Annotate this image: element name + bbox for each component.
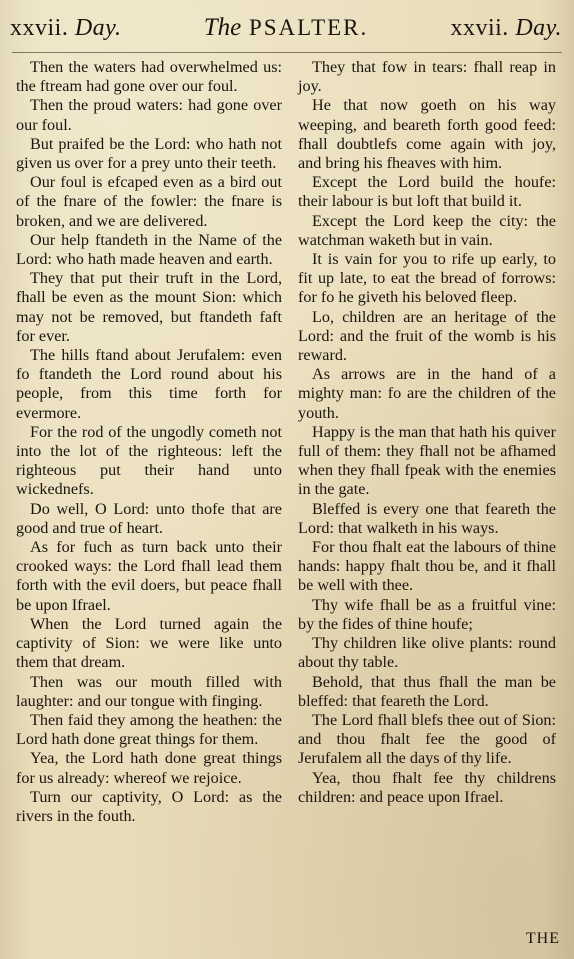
verse: It is vain for you to rife up early, to fit up late, to eat the bread of forrows: for fo he giveth his beloved fleep. [298, 250, 556, 307]
header-left-day: Day. [74, 15, 122, 41]
page-title-main: PSALTER. [248, 15, 369, 40]
verse: Then faid they among the heathen: the Lord hath done great things for them. [16, 710, 282, 749]
verse: Then the waters had overwhelmed us: the ftream had gone over our foul. [16, 58, 282, 96]
verse: Except the Lord keep the city: the watchman waketh but in vain. [298, 211, 556, 249]
right-column [298, 58, 556, 807]
verse: The hills ftand about Jerufalem: even fo ftandeth the Lord round about his people, from this time forth for evermore. [16, 346, 282, 422]
verse: As for fuch as turn back unto their crooked ways: the Lord fhall lead them forth with the evil doers, but peace fhall be upon Ifrael. [16, 538, 282, 614]
verse: Thy children like olive plants: round about thy table. [298, 634, 556, 672]
running-head [10, 14, 562, 50]
verse: Then the proud waters: had gone over our foul. [16, 96, 282, 134]
header-left [10, 15, 122, 42]
page-title-article: The [203, 14, 242, 41]
verse: For thou fhalt eat the labours of thine hands: happy fhalt thou be, and it fhall be well with thee. [298, 538, 556, 595]
left-column [16, 58, 282, 826]
header-left-number: xxvii. [10, 15, 69, 41]
header-right-number: xxvii. [450, 15, 509, 41]
verse: Our help ftandeth in the Name of the Lord: who hath made heaven and earth. [16, 230, 282, 269]
verse: Thy wife fhall be as a fruitful vine: by the fides of thine houfe; [298, 595, 556, 633]
verse: Behold, that thus fhall the man be bleffed: that feareth the Lord. [298, 672, 556, 710]
verse: Bleffed is every one that feareth the Lord: that walketh in his ways. [298, 499, 556, 537]
verse: Then was our mouth filled with laughter: and our tongue with finging. [16, 672, 282, 710]
verse: Do well, O Lord: unto thofe that are good and true of heart. [16, 499, 282, 537]
catchword: THE [525, 930, 560, 947]
verse: Yea, thou fhalt fee thy childrens children: and peace upon Ifrael. [298, 768, 556, 806]
verse: Our foul is efcaped even as a bird out of the fnare of the fowler: the fnare is broken, and we are delivered. [16, 173, 282, 230]
verse: Except the Lord build the houfe: their labour is but loft that build it. [298, 173, 556, 211]
verse: But praifed be the Lord: who hath not given us over for a prey unto their teeth. [16, 134, 282, 173]
verse: They that fow in tears: fhall reap in joy. [298, 58, 556, 96]
verse: Happy is the man that hath his quiver full of them: they fhall not be afhamed when they fhall fpeak with the enemies in the gate. [298, 422, 556, 499]
page-title [204, 14, 369, 42]
header-right [450, 15, 562, 42]
verse: Yea, the Lord hath done great things for us already: whereof we rejoice. [16, 749, 282, 787]
verse: He that now goeth on his way weeping, and beareth forth good feed: fhall doubtlefs come again with joy, and bring his fheaves with him. [298, 96, 556, 173]
header-rule [12, 52, 562, 53]
verse: Lo, children are an heritage of the Lord: and the fruit of the womb is his reward. [298, 307, 556, 365]
header-right-day: Day. [515, 15, 562, 41]
verse: The Lord fhall blefs thee out of Sion: and thou fhalt fee the good of Jerufalem all the days of thy life. [298, 710, 556, 768]
verse: When the Lord turned again the captivity of Sion: we were like unto them that dream. [16, 614, 282, 672]
verse: For the rod of the ungodly cometh not into the lot of the righteous: left the righteous put their hand unto wickednefs. [16, 422, 282, 499]
verse: As arrows are in the hand of a mighty man: fo are the children of the youth. [298, 365, 556, 422]
verse: Turn our captivity, O Lord: as the rivers in the fouth. [16, 787, 282, 825]
verse: They that put their truft in the Lord, fhall be even as the mount Sion: which may not be removed, but ftandeth faft for ever. [16, 269, 282, 345]
